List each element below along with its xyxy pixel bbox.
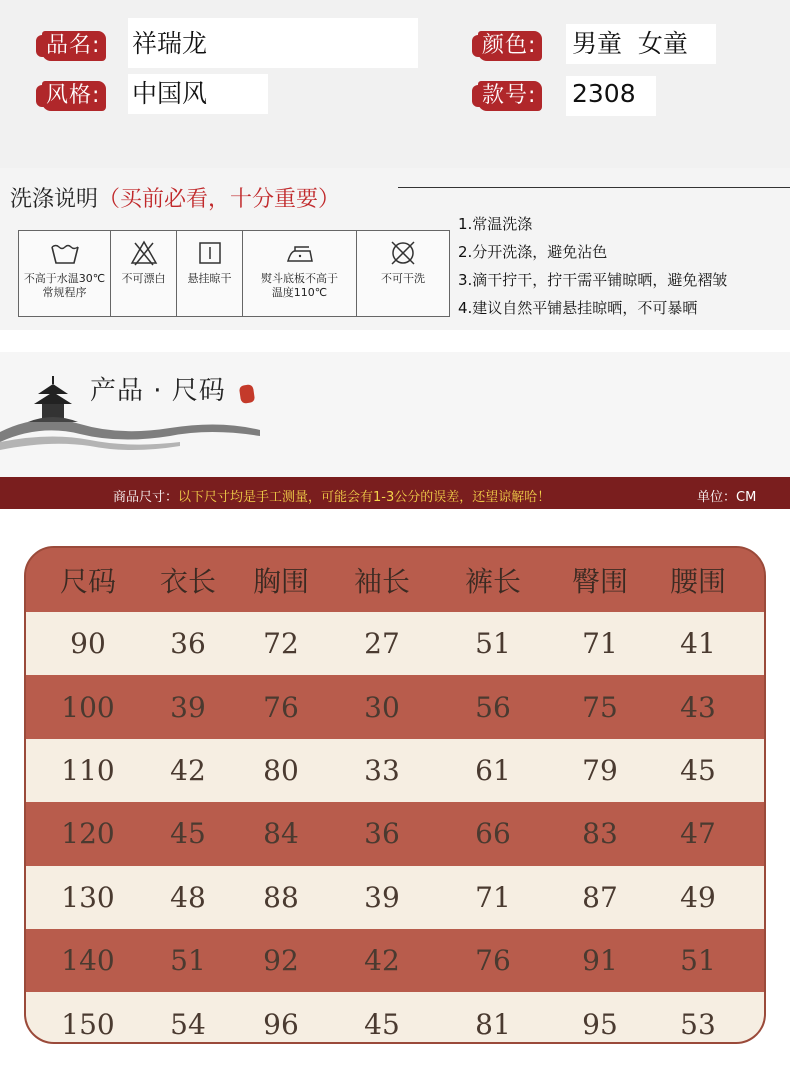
name-value: 祥瑞龙 — [132, 29, 208, 58]
table-cell: 71 — [475, 880, 511, 914]
table-cell: 88 — [263, 880, 299, 914]
table-cell: 42 — [170, 753, 206, 787]
no-dry-clean-icon — [388, 239, 418, 267]
color-value: 男童 女童 — [572, 29, 688, 58]
table-cell: 54 — [170, 1007, 206, 1041]
table-cell: 36 — [170, 627, 206, 661]
table-cell: 61 — [475, 753, 511, 787]
table-row — [26, 992, 764, 1044]
color-label: 颜色: — [478, 31, 542, 61]
table-cell: 41 — [680, 627, 716, 661]
column-header: 尺码 — [59, 565, 116, 598]
table-cell: 30 — [364, 690, 400, 724]
table-cell: 83 — [582, 817, 618, 851]
table-row — [26, 675, 764, 738]
table-cell: 96 — [263, 1007, 299, 1041]
size-section-header — [0, 352, 790, 477]
table-cell: 27 — [364, 627, 400, 661]
divider-line — [398, 187, 790, 188]
table-row — [26, 739, 764, 802]
care-text-dryclean: 不可干洗 — [381, 272, 425, 285]
table-cell: 47 — [680, 817, 716, 851]
table-cell: 140 — [61, 944, 115, 978]
table-cell: 39 — [170, 690, 206, 724]
washing-title-note: （买前必看，十分重要） — [98, 187, 341, 212]
table-cell: 75 — [582, 690, 618, 724]
table-cell: 81 — [475, 1007, 511, 1041]
table-cell: 100 — [61, 690, 115, 724]
table-cell: 51 — [475, 627, 511, 661]
column-header: 胸围 — [252, 565, 309, 598]
care-item-iron — [243, 231, 357, 316]
washing-title — [10, 182, 340, 213]
banner-note-text: 以下尺寸均是手工测量，可能会有1-3公分的误差，还望谅解哈！ — [178, 490, 551, 505]
care-text-iron: 熨斗底板不高于 温度110℃ — [261, 272, 338, 299]
style-label: 风格: — [42, 81, 106, 111]
table-cell: 87 — [582, 880, 618, 914]
washing-title-text: 洗涤说明 — [10, 187, 99, 212]
table-cell: 79 — [582, 753, 618, 787]
care-item-bleach — [111, 231, 177, 316]
table-cell: 45 — [170, 817, 206, 851]
hand-wash-30-icon — [50, 239, 80, 267]
table-cell: 43 — [680, 690, 716, 724]
table-cell: 80 — [263, 753, 299, 787]
table-cell: 53 — [680, 1007, 716, 1041]
measurement-banner — [0, 477, 790, 509]
table-cell: 92 — [263, 944, 299, 978]
table-row — [26, 802, 764, 865]
column-header: 袖长 — [353, 565, 410, 598]
care-text-dry: 悬挂晾干 — [187, 272, 232, 285]
washing-instructions — [0, 168, 790, 330]
line-dry-icon — [195, 239, 225, 267]
table-cell: 42 — [364, 944, 400, 978]
table-row — [26, 612, 764, 675]
table-cell: 76 — [263, 690, 299, 724]
table-cell: 36 — [364, 817, 400, 851]
red-seal-mark — [239, 384, 255, 404]
instruction-item: 1.常温洗涤 — [458, 215, 533, 233]
care-text-wash: 不高于水温30℃ 常规程序 — [23, 272, 106, 299]
washing-instruction-list — [458, 210, 727, 322]
table-cell: 49 — [680, 880, 716, 914]
name-label: 品名: — [42, 31, 106, 61]
table-cell: 110 — [61, 753, 115, 787]
no-bleach-icon — [129, 239, 159, 267]
size-table — [24, 546, 766, 1044]
table-cell: 84 — [263, 817, 299, 851]
table-row — [26, 866, 764, 929]
banner-note — [113, 486, 550, 505]
table-cell: 130 — [61, 880, 115, 914]
table-cell: 33 — [364, 753, 400, 787]
table-cell: 95 — [582, 1007, 618, 1041]
care-item-dry — [177, 231, 243, 316]
unit-label: 单位：CM — [697, 490, 757, 505]
table-cell: 71 — [582, 627, 618, 661]
table-cell: 56 — [475, 690, 511, 724]
instruction-item: 2.分开洗涤，避免沾色 — [458, 243, 608, 261]
care-item-wash — [19, 231, 111, 316]
instruction-item: 4.建议自然平铺悬挂晾晒，不可暴晒 — [458, 299, 698, 317]
column-header: 腰围 — [669, 565, 726, 598]
instruction-item: 3.滴干拧干，拧干需平铺晾晒，避免褶皱 — [458, 271, 728, 289]
table-cell: 45 — [680, 753, 716, 787]
table-cell: 76 — [475, 944, 511, 978]
model-value: 2308 — [572, 79, 636, 108]
table-cell: 120 — [61, 817, 115, 851]
column-header: 臀围 — [571, 565, 628, 598]
care-item-dryclean — [357, 231, 449, 316]
table-cell: 51 — [680, 944, 716, 978]
table-cell: 39 — [364, 880, 400, 914]
table-cell: 66 — [475, 817, 511, 851]
product-info-panel — [0, 0, 790, 168]
care-text-bleach: 不可漂白 — [121, 272, 166, 285]
banner-prefix: 商品尺寸： — [113, 490, 179, 505]
table-cell: 91 — [582, 944, 618, 978]
table-header-row — [26, 548, 764, 612]
table-cell: 150 — [61, 1007, 115, 1041]
column-header: 衣长 — [159, 565, 216, 598]
table-cell: 72 — [263, 627, 299, 661]
table-cell: 45 — [364, 1007, 400, 1041]
table-cell: 51 — [170, 944, 206, 978]
style-value: 中国风 — [132, 79, 208, 108]
section-title: 产品 · 尺码 — [90, 376, 226, 406]
column-header: 裤长 — [464, 565, 521, 598]
iron-110-icon — [285, 239, 315, 267]
table-cell: 90 — [70, 627, 106, 661]
care-icons-box — [18, 230, 450, 317]
model-label: 款号: — [478, 81, 542, 111]
table-row — [26, 929, 764, 992]
table-cell: 48 — [170, 880, 206, 914]
